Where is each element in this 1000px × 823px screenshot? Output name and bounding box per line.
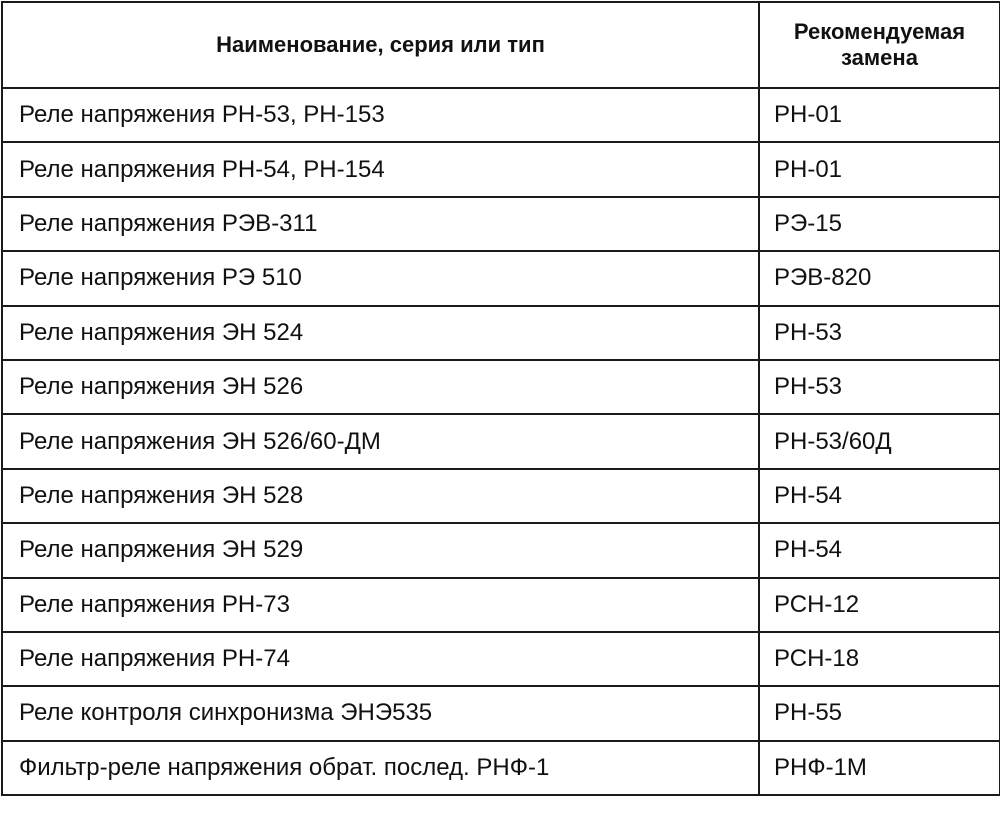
cell-replacement: РН-54 — [759, 523, 1000, 577]
cell-name: Реле контроля синхронизма ЭНЭ535 — [2, 686, 759, 740]
table-row — [2, 142, 1000, 196]
table-row — [2, 197, 1000, 251]
cell-replacement: РЭ-15 — [759, 197, 1000, 251]
table-row — [2, 360, 1000, 414]
cell-replacement: РН-01 — [759, 88, 1000, 142]
cell-replacement: РН-53 — [759, 360, 1000, 414]
cell-replacement: РЭВ-820 — [759, 251, 1000, 305]
table-row — [2, 741, 1000, 795]
cell-replacement: РН-53/60Д — [759, 414, 1000, 468]
cell-name: Фильтр-реле напряжения обрат. послед. РНФ-1 — [2, 741, 759, 795]
cell-replacement: РН-53 — [759, 306, 1000, 360]
table-header-row — [2, 2, 1000, 88]
cell-name: Реле напряжения ЭН 526/60-ДМ — [2, 414, 759, 468]
cell-name: Реле напряжения ЭН 528 — [2, 469, 759, 523]
header-name: Наименование, серия или тип — [2, 2, 759, 88]
header-replacement: Рекомендуемая замена — [759, 2, 1000, 88]
table-row — [2, 686, 1000, 740]
cell-name: Реле напряжения ЭН 526 — [2, 360, 759, 414]
table-row — [2, 88, 1000, 142]
table-row — [2, 632, 1000, 686]
cell-replacement: РСН-18 — [759, 632, 1000, 686]
table-row — [2, 523, 1000, 577]
cell-name: Реле напряжения РН-74 — [2, 632, 759, 686]
table-row — [2, 578, 1000, 632]
cell-replacement: РН-55 — [759, 686, 1000, 740]
cell-name: Реле напряжения РЭ 510 — [2, 251, 759, 305]
cell-name: Реле напряжения РН-54, РН-154 — [2, 142, 759, 196]
replacement-table — [1, 1, 1000, 796]
table-row — [2, 251, 1000, 305]
cell-replacement: РН-01 — [759, 142, 1000, 196]
cell-name: Реле напряжения РЭВ-311 — [2, 197, 759, 251]
cell-name: Реле напряжения РН-53, РН-153 — [2, 88, 759, 142]
cell-name: Реле напряжения ЭН 529 — [2, 523, 759, 577]
cell-replacement: РНФ-1М — [759, 741, 1000, 795]
cell-replacement: РН-54 — [759, 469, 1000, 523]
cell-name: Реле напряжения ЭН 524 — [2, 306, 759, 360]
table-row — [2, 306, 1000, 360]
cell-replacement: РСН-12 — [759, 578, 1000, 632]
cell-name: Реле напряжения РН-73 — [2, 578, 759, 632]
table-row — [2, 414, 1000, 468]
table-row — [2, 469, 1000, 523]
